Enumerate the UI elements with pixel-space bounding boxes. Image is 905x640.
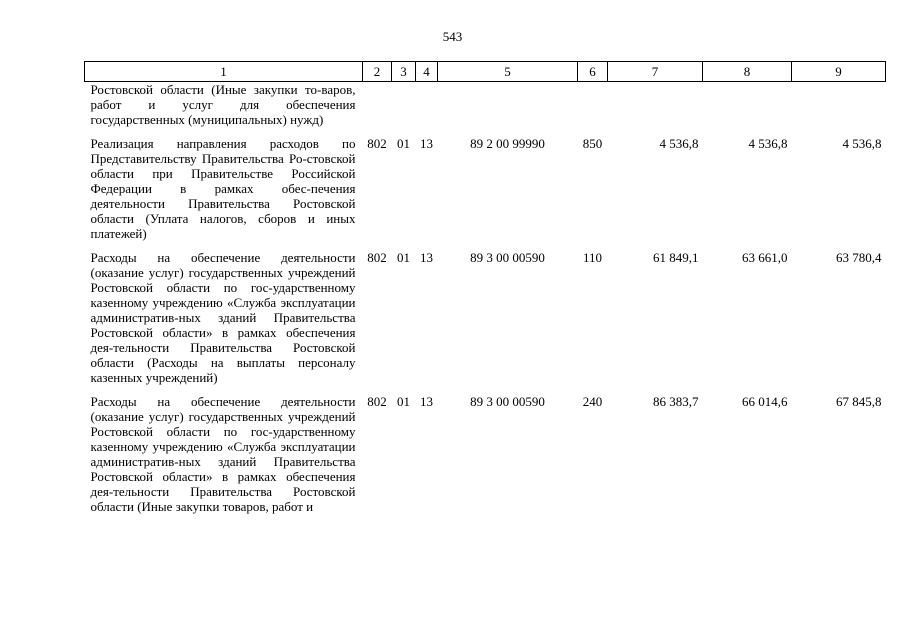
column-header: 6 bbox=[578, 62, 608, 82]
amount-year-2: 66 014,6 bbox=[742, 394, 788, 409]
table-row bbox=[85, 250, 886, 394]
column-header: 2 bbox=[363, 62, 392, 82]
budget-table bbox=[84, 61, 886, 523]
amount-year-2 bbox=[703, 82, 792, 137]
column-header: 9 bbox=[792, 62, 886, 82]
expense-description: Ростовской области (Иные закупки то-варов, работ и услуг для обеспечения государственных (муниципальных) нужд) bbox=[90, 82, 356, 127]
table-header-row bbox=[85, 62, 886, 82]
amount-year-1: 4 536,8 bbox=[659, 136, 699, 151]
table-row bbox=[85, 394, 886, 523]
amount-year-2: 63 661,0 bbox=[742, 250, 788, 265]
table-row bbox=[85, 136, 886, 250]
amount-year-3: 63 780,4 bbox=[836, 250, 882, 265]
section-code bbox=[392, 82, 416, 137]
amount-year-3 bbox=[792, 82, 886, 137]
section-code: 01 bbox=[397, 250, 410, 265]
target-article-code: 89 3 00 00590 bbox=[470, 250, 545, 265]
expense-description: Расходы на обеспечение деятельности (оказание услуг) государственных учреждений Ростовской области по гос-ударственному казенному учреждению «Служба эксплуатации административ-ных зданий Правительства Ростовской области» в рамках обеспечения дея-тельности Правительства Ростовской области (Иные закупки товаров, работ и bbox=[90, 394, 356, 514]
amount-year-1: 61 849,1 bbox=[653, 250, 699, 265]
amount-year-3: 67 845,8 bbox=[836, 394, 882, 409]
column-header: 7 bbox=[608, 62, 703, 82]
expense-type-code: 240 bbox=[582, 394, 603, 409]
page-number: 543 bbox=[442, 29, 463, 44]
amount-year-2: 4 536,8 bbox=[748, 136, 788, 151]
subsection-code: 13 bbox=[420, 136, 433, 151]
column-header: 8 bbox=[703, 62, 792, 82]
subsection-code: 13 bbox=[420, 250, 433, 265]
table-row bbox=[85, 82, 886, 137]
section-code: 01 bbox=[397, 394, 410, 409]
expense-description: Реализация направления расходов по Представительству Правительства Ро-стовской области при Правительстве Российской Федерации в рамках обес-печения деятельности Правительства Ростовской области (Уплата налогов, сборов и иных платежей) bbox=[90, 136, 356, 241]
column-header: 3 bbox=[392, 62, 416, 82]
subsection-code bbox=[416, 82, 438, 137]
department-code: 802 bbox=[367, 394, 387, 409]
column-header: 5 bbox=[438, 62, 578, 82]
amount-year-3: 4 536,8 bbox=[842, 136, 882, 151]
department-code: 802 bbox=[367, 250, 387, 265]
target-article-code bbox=[438, 82, 578, 137]
target-article-code: 89 2 00 99990 bbox=[470, 136, 545, 151]
column-header: 4 bbox=[416, 62, 438, 82]
amount-year-1 bbox=[608, 82, 703, 137]
section-code: 01 bbox=[397, 136, 410, 151]
department-code: 802 bbox=[367, 136, 387, 151]
expense-type-code: 110 bbox=[582, 250, 603, 265]
subsection-code: 13 bbox=[420, 394, 433, 409]
target-article-code: 89 3 00 00590 bbox=[470, 394, 545, 409]
expense-type-code bbox=[578, 82, 608, 137]
expense-type-code: 850 bbox=[582, 136, 603, 151]
amount-year-1: 86 383,7 bbox=[653, 394, 699, 409]
expense-description: Расходы на обеспечение деятельности (оказание услуг) государственных учреждений Ростовской области по гос-ударственному казенному учреждению «Служба эксплуатации административ-ных зданий Правительства Ростовской области» в рамках обеспечения дея-тельности Правительства Ростовской области (Расходы на выплаты персоналу казенных учреждений) bbox=[90, 250, 356, 385]
column-header: 1 bbox=[85, 62, 363, 82]
department-code bbox=[363, 82, 392, 137]
